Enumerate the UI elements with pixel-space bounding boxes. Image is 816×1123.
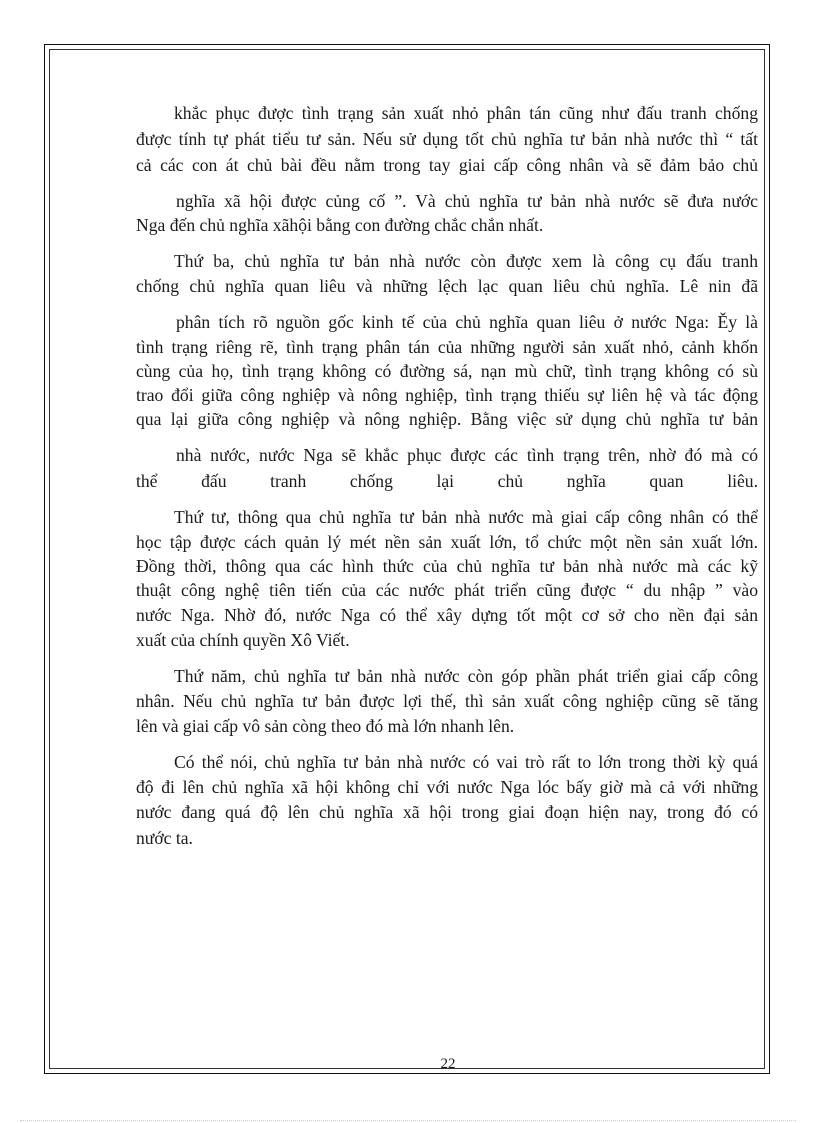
text-line: lên và giai cấp vô sản còng theo đó mà lớn nhanh lên. xyxy=(136,716,515,736)
text-line: xuất của chính quyền Xô Viết. xyxy=(136,630,350,650)
text-line: tình trạng riêng rẽ, tình trạng phân tán của những người sản xuất nhỏ, cảnh khốn xyxy=(136,337,758,357)
text-line: nước Nga. Nhờ đó, nước Nga có thể xây dựng tốt một cơ sở cho nền đại sản xyxy=(136,605,758,625)
footer-divider xyxy=(20,1120,796,1121)
text-line: Đồng thời, thông qua các hình thức của chủ nghĩa tư bản nhà nước mà các kỹ xyxy=(136,556,758,576)
text-line: học tập được cách quản lý mét nền sản xuất lớn, tổ chức một nền sản xuất lớn. xyxy=(136,532,758,552)
text-line: Thứ ba, chủ nghĩa tư bản nhà nước còn được xem là công cụ đấu tranh xyxy=(174,251,758,271)
text-line: độ đi lên chủ nghĩa xã hội không chỉ với nước Nga lóc bấy giờ mà cả với những xyxy=(136,777,758,797)
text-line: khắc phục được tình trạng sản xuất nhỏ phân tán cũng như đấu tranh chống xyxy=(174,103,758,123)
text-line: được tính tự phát tiểu tư sản. Nếu sử dụng tốt chủ nghĩa tư bản nhà nước thì “ tất xyxy=(136,129,758,149)
text-line: Có thể nói, chủ nghĩa tư bản nhà nước có vai trò rất to lớn trong thời kỳ quá xyxy=(174,752,758,772)
text-line: phân tích rõ nguồn gốc kinh tế của chủ nghĩa quan liêu ở nước Nga: Ěy là xyxy=(176,312,758,332)
text-line: nhân. Nếu chủ nghĩa tư bản được lợi thế, thì sản xuất công nghiệp cũng sẽ tăng xyxy=(136,691,758,711)
text-line: Thứ năm, chủ nghĩa tư bản nhà nước còn góp phần phát triển giai cấp công xyxy=(174,666,758,686)
text-line: chống chủ nghĩa quan liêu và những lệch lạc quan liêu chủ nghĩa. Lê nin đã xyxy=(136,276,758,296)
text-line: Thứ tư, thông qua chủ nghĩa tư bản nhà nước mà giai cấp công nhân có thể xyxy=(174,507,758,527)
text-line: nghĩa xã hội được củng cố ”. Và chủ nghĩa tư bản nhà nước sẽ đưa nước xyxy=(176,191,758,211)
text-line: trao đổi giữa công nghiệp và nông nghiệp, tình trạng thiếu sự liên hệ và tác động xyxy=(136,385,758,405)
text-line: nhà nước, nước Nga sẽ khắc phục được các tình trạng trên, nhờ đó mà có xyxy=(176,445,758,465)
text-line: cùng của họ, tình trạng không có đường sá, nạn mù chữ, tình trạng không có sù xyxy=(136,361,758,381)
text-line: nước đang quá độ lên chủ nghĩa xã hội trong giai đoạn hiện nay, trong đó có xyxy=(136,802,758,822)
page-number: 22 xyxy=(440,1056,456,1072)
text-line: thể đấu tranh chống lại chủ nghĩa quan liêu. xyxy=(136,471,758,491)
text-line: nước ta. xyxy=(136,828,193,848)
text-line: thuật công nghệ tiên tiến của các nước phát triển cũng được “ du nhập ” vào xyxy=(136,580,758,600)
text-line: Nga đến chủ nghĩa xãhội bằng con đường chắc chắn nhất. xyxy=(136,215,544,235)
text-line: cả các con át chủ bài đều nằm trong tay giai cấp công nhân và sẽ đảm bảo chủ xyxy=(136,155,758,175)
text-line: qua lại giữa công nghiệp và nông nghiệp. Bằng việc sử dụng chủ nghĩa tư bản xyxy=(136,409,758,429)
